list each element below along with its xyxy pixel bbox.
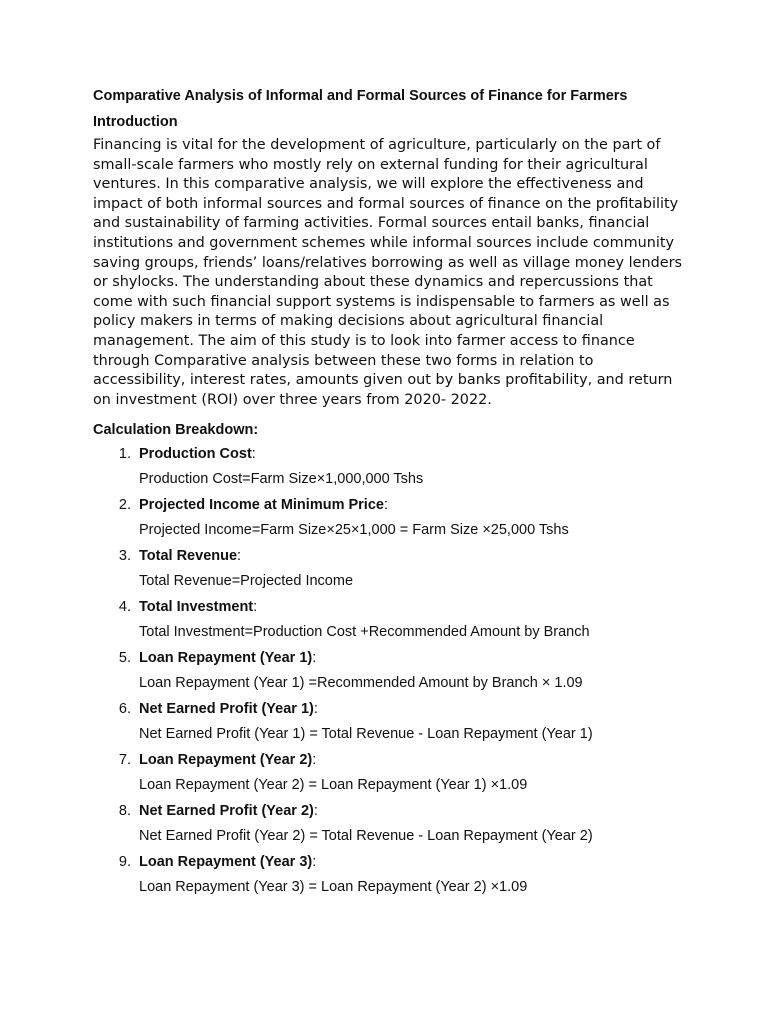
- list-item-number: 2.: [118, 497, 131, 514]
- document-title: Comparative Analysis of Informal and Formal Sources of Finance for Farmers: [93, 88, 628, 104]
- list-item-title-text: Net Earned Profit (Year 2): [139, 803, 314, 820]
- list-item: [93, 699, 693, 744]
- list-item-formula: Loan Repayment (Year 3) = Loan Repayment (Year 2) ×1.09: [139, 879, 528, 896]
- list-item-formula: Loan Repayment (Year 1) =Recommended Amount by Branch × 1.09: [139, 675, 583, 692]
- list-item-formula: Net Earned Profit (Year 2) = Total Revenue - Loan Repayment (Year 2): [139, 828, 593, 845]
- list-item-title-suffix: :: [312, 752, 317, 769]
- list-item-title: [139, 699, 693, 719]
- list-item: [93, 750, 693, 795]
- list-item-number: 1.: [118, 446, 131, 463]
- list-item-title-suffix: :: [312, 854, 317, 871]
- list-item-title: [139, 750, 693, 770]
- introduction-heading: Introduction: [93, 114, 178, 130]
- list-item-formula: Total Investment=Production Cost +Recommended Amount by Branch: [139, 624, 590, 641]
- calculation-breakdown-heading: Calculation Breakdown:: [93, 422, 259, 439]
- document-page: [93, 86, 693, 903]
- list-item-formula: Total Revenue=Projected Income: [139, 573, 354, 590]
- list-item-title: [139, 546, 693, 566]
- list-item-number: 6.: [118, 701, 131, 718]
- list-item-title-text: Net Earned Profit (Year 1): [139, 701, 314, 718]
- list-item-title-suffix: :: [313, 803, 318, 820]
- list-item-title: [139, 852, 693, 872]
- list-item: [93, 648, 693, 693]
- list-item-title-text: Loan Repayment (Year 3): [139, 854, 313, 871]
- list-item-formula: Net Earned Profit (Year 1) = Total Revenue - Loan Repayment (Year 1): [139, 726, 593, 743]
- list-item-title-suffix: :: [313, 701, 318, 718]
- list-item-title: [139, 597, 693, 617]
- list-item-title-suffix: :: [253, 599, 258, 616]
- list-item: [93, 852, 693, 897]
- list-item-number: 3.: [118, 548, 131, 565]
- list-item-title-suffix: :: [251, 446, 256, 463]
- calculation-list: [93, 444, 693, 897]
- list-item-title-text: Production Cost: [139, 446, 252, 463]
- list-item-formula: Loan Repayment (Year 2) = Loan Repayment (Year 1) ×1.09: [139, 777, 528, 794]
- list-item: [93, 495, 693, 540]
- list-item-title-text: Projected Income at Minimum Price: [139, 497, 384, 514]
- list-item-formula: Production Cost=Farm Size×1,000,000 Tshs: [139, 471, 424, 488]
- introduction-paragraph: Financing is vital for the development of agriculture, particularly on the part of small-scale farmers who mostly rely on external funding for their agricultural ventures. In this comparative analysis, we will explore the effectiveness and impact of both informal sources and formal sources of finance on the profitability and sustainability of farming activities. Formal sources entail banks, financial institutions and government schemes while informal sources include community saving groups, friends’ loans/relatives borrowing as well as village money lenders or shylocks. The understanding about these dynamics and repercussions that come with such financial support systems is indispensable to farmers as well as policy makers in terms of making decisions about agricultural financial management. The aim of this study is to look into farmer access to finance through Comparative analysis between these two forms in relation to accessibility, interest rates, amounts given out by banks profitability, and return on investment (ROI) over three years from 2020- 2022.: [93, 137, 683, 408]
- list-item-title-text: Total Investment: [139, 599, 254, 616]
- list-item-title: [139, 495, 693, 515]
- list-item-number: 5.: [118, 650, 131, 667]
- list-item-number: 4.: [118, 599, 131, 616]
- list-item-title-suffix: :: [312, 650, 317, 667]
- list-item-title-text: Loan Repayment (Year 1): [139, 650, 313, 667]
- list-item-title: [139, 801, 693, 821]
- list-item: [93, 597, 693, 642]
- list-item-title-suffix: :: [383, 497, 388, 514]
- list-item-number: 9.: [118, 854, 131, 871]
- list-item-title: [139, 444, 693, 464]
- list-item-title-text: Total Revenue: [139, 548, 238, 565]
- list-item-title-suffix: :: [237, 548, 242, 565]
- list-item-number: 7.: [118, 752, 131, 769]
- list-item: [93, 546, 693, 591]
- list-item-formula: Projected Income=Farm Size×25×1,000 = Farm Size ×25,000 Tshs: [139, 522, 569, 539]
- list-item-number: 8.: [118, 803, 131, 820]
- list-item-title-text: Loan Repayment (Year 2): [139, 752, 313, 769]
- list-item: [93, 444, 693, 489]
- list-item-title: [139, 648, 693, 668]
- list-item: [93, 801, 693, 846]
